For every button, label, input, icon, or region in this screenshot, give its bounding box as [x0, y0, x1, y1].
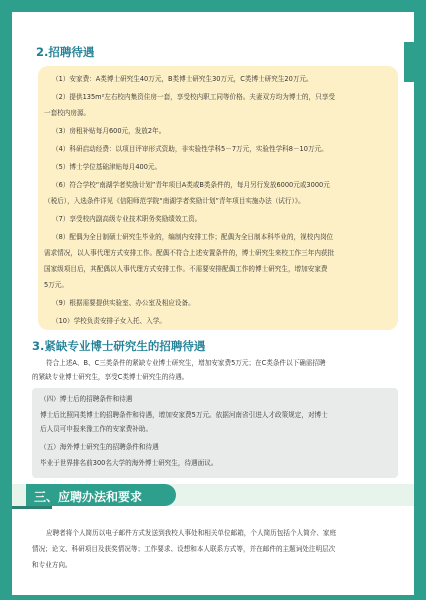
- benefit-item-3: （3）房租补贴每月600元，发放2年。: [52, 127, 166, 135]
- benefit-item-7: （7）享受校内副高级专业技术职务奖励绩效工资。: [52, 215, 202, 223]
- benefit-item-9: （9）根据需要提供实验室、办公室及相应设备。: [52, 299, 195, 307]
- part-3-banner-accent: [12, 506, 52, 509]
- benefit-item-5: （5）博士学位基础津贴每月400元。: [52, 163, 162, 171]
- part-3-line-2: 情况；论文、科研项目及获奖情况等；工作要求、设想和本人联系方式等，并在邮件的主题词处注明层次: [32, 545, 336, 553]
- benefit-item-4: （4）科研启动经费：以项目评审形式资助，非实验性学科5－7万元，实验性学科8－10万元。: [52, 145, 328, 153]
- section-5-line-1: 毕业于世界排名前300名大学的海外博士研究生，待遇面议。: [40, 459, 218, 467]
- side-tab: [404, 42, 414, 82]
- benefit-item-2-cont: 一套校内房源。: [44, 109, 91, 117]
- section-3-title: 3.紧缺专业博士研究生的招聘待遇: [32, 339, 206, 353]
- section-3-line-2: 的紧缺专业博士研究生，享受C类博士研究生的待遇。: [32, 373, 189, 381]
- benefit-item-2: （2）提供135m²左右校内集资住房一套，享受校内职工同等价格。夫妻双方均为博士的，只享受: [52, 93, 336, 101]
- benefit-item-10: （10）学校负责安排子女入托、入学。: [52, 317, 166, 325]
- section-4-line-2: 后人员可申报来豫工作的安家费补助。: [40, 425, 153, 433]
- section-4-heading: （四）博士后的招聘条件和待遇: [40, 395, 133, 403]
- benefit-item-8-cont-1: 需求情况，以人事代理方式安排工作。配偶不符合上述安置条件的，博士研究生来校工作三年内获批: [44, 249, 335, 257]
- benefit-item-6: （6）符合学校“南湖学者奖励计划”青年项目A类或B类条件的，每月另行发放6000元或3000元: [52, 181, 330, 189]
- benefit-item-8-cont-3: 5万元。: [44, 281, 68, 289]
- part-3-line-1: 应聘者将个人简历以电子邮件方式发送到我校人事处和相关单位邮箱，个人简历包括个人简介、家庭: [46, 529, 337, 537]
- benefit-item-8-cont-2: 国家级项目后，其配偶以人事代理方式安排工作。不需要安排配偶工作的博士研究生，增加安家费: [44, 265, 328, 273]
- part-3-line-3: 和专业方向。: [32, 561, 72, 569]
- page: [12, 12, 414, 595]
- benefit-item-1: （1）安家费：A类博士研究生40万元，B类博士研究生30万元，C类博士研究生20万元。: [52, 75, 313, 83]
- section-2-title: 2.招聘待遇: [36, 45, 95, 59]
- section-4-line-1: 博士后比照同类博士的招聘条件和待遇，增加安家费5万元。依据河南省引进人才政策规定，对博士: [40, 411, 328, 419]
- section-5-heading: （五）海外博士研究生的招聘条件和待遇: [40, 443, 159, 451]
- benefit-item-6-cont: （税后），入选条件详见《信阳师范学院“南湖学者奖励计划”青年项目实施办法（试行）》。: [44, 197, 305, 205]
- section-3-line-1: 符合上述A、B、C三类条件的紧缺专业博士研究生，增加安家费5万元；在C类条件以下确需招聘: [46, 359, 326, 367]
- benefit-item-8: （8）配偶为全日制硕士研究生毕业的，编制内安排工作；配偶为全日制本科毕业的，视校内岗位: [52, 233, 334, 241]
- part-3-title: 三、应聘办法和要求: [34, 490, 143, 504]
